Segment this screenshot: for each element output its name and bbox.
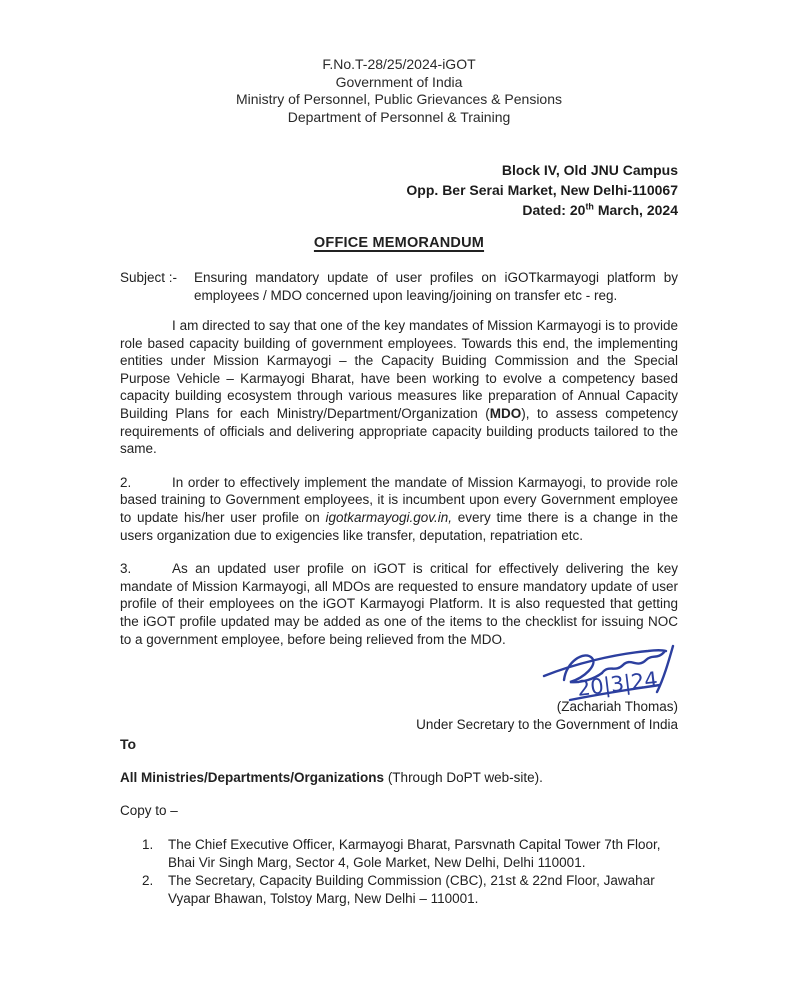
to-label: To (120, 736, 137, 753)
org-line-department: Department of Personnel & Training (287, 108, 511, 125)
signatory-designation: Under Secretary to the Government of India (416, 716, 678, 732)
para2-text: In order to effectively implement the mandate of Mission Karmayogi, to provide role based training to Government employees, it is incumbent upon every Government employee to update his/her user profile on (120, 474, 678, 525)
para1-bold-mdo: MDO (489, 405, 522, 421)
address-line-2: Opp. Ber Serai Market, New Delhi-110067 (406, 182, 678, 198)
signature-block (120, 644, 678, 702)
to-recipients-bold: All Ministries/Departments/Organizations (120, 770, 385, 786)
to-recipients (120, 769, 678, 787)
subject-block (120, 269, 678, 304)
para1-text: I am directed to say that one of the key mandates of Mission Karmayogi is to provide role based capacity building of government employees. Towards this end, the implementing entities under Mission Karmayogi – the Capacity Buiding Commission and the Special Purpose Vehicle – Karmayogi Bharat, have been working to evolve a competency based capacity building ecosystem through various measures like preparation of Annual Capacity Building Plans for each Ministry/Department/Organization ( (120, 318, 678, 421)
subject-label: Subject :- (120, 270, 178, 285)
subject-text: Ensuring mandatory update of user profiles on iGOTkarmayogi platform by employees / MDO concerned upon leaving/joining on transfer etc - reg. (194, 270, 678, 303)
copy-item-2 (142, 872, 678, 907)
org-line-government: Government of India (335, 73, 463, 90)
memo-document (120, 56, 678, 908)
para1-text-end: ), to assess competency requirements of officials and delivering appropriate capacity building products tailored to the same. (120, 405, 678, 457)
para2-italic-url: igotkarmayogi.gov.in, (325, 509, 453, 525)
signature-handwritten-date: 20|3|24 (575, 667, 659, 702)
copy-item-1-number: 1. (142, 837, 154, 853)
copy-list (120, 836, 678, 907)
date-suffix: March, 2024 (593, 202, 678, 218)
copy-to-label: Copy to – (120, 802, 178, 818)
date-line (120, 200, 678, 220)
letterhead (120, 56, 678, 126)
copy-item-1-text: The Chief Executive Officer, Karmayogi Bharat, Parsvnath Capital Tower 7th Floor, Bhai Vir Singh Marg, Sector 4, Gole Market, New Delhi, Delhi 110001. (168, 837, 661, 870)
para2-text-end: every time there is a change in the users organization due to exigencies like transfer, deputation, repatriation etc. (120, 509, 678, 543)
signature-image (536, 642, 706, 708)
para2-number: 2. (120, 474, 132, 490)
paragraph-1 (120, 317, 678, 458)
date-prefix: Dated: 20 (522, 202, 586, 218)
para3-number: 3. (120, 561, 132, 577)
copy-item-2-number: 2. (142, 873, 154, 889)
copy-item-2-text: The Secretary, Capacity Building Commission (CBC), 21st & 22nd Floor, Jawahar Vyapar Bhawan, Tolstoy Marg, New Delhi – 110001. (168, 873, 655, 906)
signatory-name: (Zachariah Thomas) (556, 699, 678, 715)
date-ordinal: th (585, 201, 594, 212)
memo-title: OFFICE MEMORANDUM (313, 235, 485, 251)
file-number: F.No.T-28/25/2024-iGOT (322, 56, 476, 72)
paragraph-2 (120, 474, 678, 544)
para3-text: As an updated user profile on iGOT is critical for effectively delivering the key mandate of Mission Karmayogi, all MDOs are requested to ensure mandatory update of user profile of their employees on the iGOT Karmayogi Platform. It is also requested that getting the iGOT profile updated may be added as one of the items to the checklist for issuing NOC to a government employee, before being relieved from the MDO. (120, 561, 678, 647)
org-line-ministry: Ministry of Personnel, Public Grievances & Pensions (235, 91, 563, 107)
address-block (120, 160, 678, 220)
paragraph-3 (120, 560, 678, 648)
to-recipients-rest: (Through DoPT web-site). (384, 770, 543, 786)
copy-item-1 (142, 836, 678, 871)
address-line-1: Block IV, Old JNU Campus (501, 162, 678, 178)
